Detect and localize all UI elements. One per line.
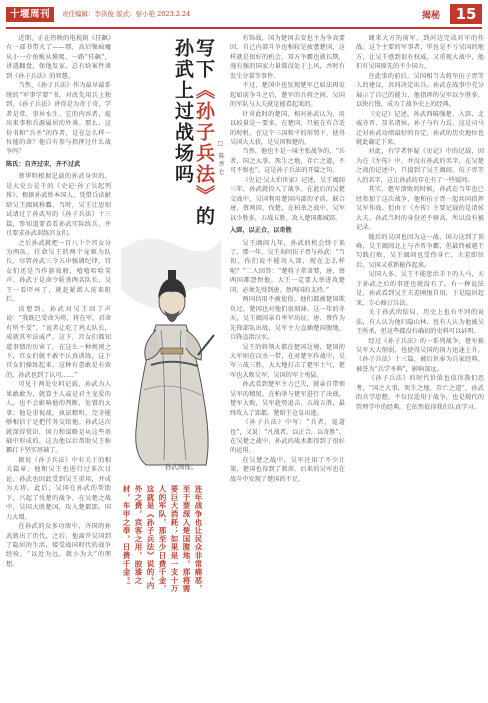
paragraph: 孙武看到楚军主力已失，就亲自带领吴军的精锐，在柏举与楚军进行了决战，楚军大败，吴军趁势追击，五战五胜，最终攻入了郢都。楚昭王仓皇出逃。 xyxy=(230,381,345,417)
paragraph: 之后孙武就把一百八十个宫女分为两队，任命吴王的两个宠姬为队长，尽管孙武三令五申强调纪律，宫女们还是当作游戏般，嘻嘻哈哈笑声。孙武于是命令斩杀两名队长，吴王一看吓坏了，就赶紧派人前来阻拦。 xyxy=(6,239,111,304)
pull-quote-text: 连年战争也让民众非常痛恶，至于要深入楚国腹地，那将需要巨大消耗；如果是一支十万人的军队，那至少日费千金，这就是《孙子兵法》说的“内外之费，宾客之用，胶漆之材，车甲之奉，日费千金”。 xyxy=(122,485,203,593)
paragraph: 两国信用不被使役，他们都被楚国欺负过，楚国也对他们很刻薄。这一年的冬天，吴王阖闾亲自率军出征，唐、蔡作为先锋部队出战，吴军主力直插楚国腹地，兵锋直指汉水。 xyxy=(230,296,345,342)
article-column-3 xyxy=(230,34,345,698)
paragraph: 有饰战，国为楚国去安也主为争真要因，自己内部斗争也相较是疲惫楚国，这样就是很好的机会。双方争霸也就长期，漫有强的国家力量都没处于上风，并时有发生分裂等事件。 xyxy=(230,35,345,80)
paragraph: 《孙子兵法》的时代价值也值得我们思考，“国之大事，死生之地，存亡之道”，孙武的兵学思想，不仅仅适用于战争，也是现代的管理学中的经典。它依然值得我们认真学习。 xyxy=(356,375,484,411)
sunwu-portrait xyxy=(116,230,226,470)
paragraph: 可见于两处史料记载，孙武为人果敢敢为，就算主人或是君主宠爱的人，也不会影响他的判断，处置的大事；他是重视战，执法精明，完全能够相信于是把任务交给他。孙武这次就深得赏识，国力和谋略是从这些基础中形成的，这为他以后帮助吴王称霸打下坚实基础了。 xyxy=(6,381,111,455)
paragraph: 蔡华明根据记载的孙武身世的，是大史公是千的《史记·孙子吴起列传》。根据孙武姓本国人，凭借兵法献给吴王阖闾称霸。当时，吴王让思则试请过了孙武写的《孙子兵法》十三篇，参知道要看看孙武实际练兵，并且要求孙武训练宫女们。 xyxy=(6,173,111,238)
image-caption: 孙武画像。 xyxy=(165,463,198,471)
paragraph: 其实，楚军溃败的时候，孙武在当年也已经参加了这次战争，他和伍子胥一起共同指挥吴军作战。但由于《左传》主要记载的是诸侯大夫，孙武当时的身份还不够高，所以没有被记录。 xyxy=(356,186,484,232)
paragraph: 吴王的将领大都在楚国边境，楚国的大军则在汉水一带，在对楚军作战中，吴军三战三胜，大大地打击了楚军士气，楚军也大败吴军，吴国的军士勇猛。 xyxy=(230,343,345,379)
paragraph: 不过，楚国中也发现楚军已如法再发起如前争斗之后，楚军的兵将之间，吴国的军队与大夫就是能看起来的。 xyxy=(230,82,345,109)
paragraph: 关于孙武的结局，历史上也有不同的说法，有人认为他归隐山林，也有人认为他被吴王所杀，但这些都没有确切的史料可以证明。 xyxy=(356,309,484,336)
paragraph: 在吴楚之战中，吴军还用了不少计策，楚国也得到了教训，后来的吴军也在战斗中发现了楚国的不足。 xyxy=(230,456,345,483)
article-column-4 xyxy=(356,34,484,698)
paragraph: 《史记·吴太伯世家》记述，吴王阖闾三年，孙武就投入了战争。在此后的吴楚交战中，吴国利用楚国内部的矛盾，联合唐、蔡两国，伐楚，在柏举之战中，吴军以少胜多，五战五胜，攻入楚国都城郢。 xyxy=(230,176,345,222)
article-column-1 xyxy=(6,34,111,698)
paragraph: 近期，正在热映的电视剧《狂飙》有一部书带火了——那，高启强疯魔从小一介鱼贩从摸爬，一路“狂飙”，讲透翻盘，保他发家，总有给案件谈到《孙子兵法》的智慧。 xyxy=(6,35,111,80)
paragraph: 调来大方的前军，到河边完成对军的作战。这个主要的军事者，毕也是不亏吴国的地方，让吴王感到很有权威，又重视大战中，他们有吴国原先的不少国力。 xyxy=(356,35,484,71)
title-prefix: 写下 xyxy=(193,38,215,80)
byline: □ 陈香仑 xyxy=(217,140,224,177)
title-book: 《孙子兵法》 xyxy=(193,80,215,206)
page-number: 15 xyxy=(450,4,482,24)
paragraph: 在孙武的众多功绩中，齐国的孙武就出了历代，之后，他离开吴国到了隐居的生活，接受战国时代的战争经验，“以近为远，就小为大”的理想。 xyxy=(6,523,111,568)
section-label: 揭秘 xyxy=(422,11,441,21)
article-title xyxy=(172,38,214,238)
paragraph: 随后的吴国也因为这一战，国力达到了顶峰，吴王阖闾北上与齐晋争霸，但最终被越王勾践打败，吴王阖闾也受伤身亡，夫差即位后，吴国又重新振作起来。 xyxy=(356,233,484,269)
page-header xyxy=(0,0,488,30)
editor-meta: 责任编辑：李洪俊 版式：察小艳 2023.2.24 xyxy=(62,10,191,18)
title-suffix: 的孙武上过战场吗 xyxy=(172,38,215,227)
paragraph: 吴王阖闾九年，孙武的机会终于来了，那一年，吴王询问伍子胥与孙武：“当初，你们说不能攻入郢，现在怎么样呢？”二人回答：“楚将子常贪婪，唐、蔡两国都怨恨他。大王一定要大举进攻楚国，必须先得到唐、蔡两国的支持。” xyxy=(230,239,345,294)
paragraph: 当然，他也不是一味主张战争的，“兵者，国之大事，死生之地，存亡之道，不可不察也”，这是孙子兵法的开篇之句。 xyxy=(230,148,345,175)
paragraph: 经过《孙子兵法》的一系列战争，楚军被吴军大大削弱，也使得吴国的国力迅速上升。《孙子兵法》十三篇，被后世奉为兵家经典，被誉为“兵学圣典”，影响深远。 xyxy=(356,337,484,373)
publication-brand: 十堰周刊 xyxy=(6,7,54,22)
paragraph: 当然，《孙子兵法》作为最早最系统的“军事学要”书，对改先用兵上独到，《孙子兵法》讲得是为奇于奇，学者是常，事异水生。它的内容者，提出来事和兵源属居的外谈。那么，这份书和“兵圣”的作者，是在怎么样一位能的命？他自有参与指挥过什么战争吗？ xyxy=(6,82,111,156)
paragraph: 《史记》记述，孙武西破强楚，入郢，北威齐晋，显名诸侯，孙子与有力焉。这是司马迁对孙武功绩最好的肯定，孙武的历史地位也就此确定下来。 xyxy=(356,110,484,146)
subheading: 陈氏：自齐过宋，齐不过武 xyxy=(6,160,81,168)
header-rule xyxy=(6,27,482,29)
subheading: 入郢，以正合，以奇胜 xyxy=(230,227,292,235)
paragraph: 《孙子兵法》中写：“兵者，诡道也”，又说：“凡战者，以正合，以奇胜”。在吴楚之战中，孙武的战术都得到了很好的运用。 xyxy=(230,419,345,455)
paragraph: 据说《孙子兵法》中有关于的相关篇章，他和吴王也进行过多次讨论。孙武也因此受到吴王重用，并成为大将。此后，吴国在孙武的帮助下，兴起了伐楚的战争，在吴楚之战中，吴国大胜楚国，攻入楚都郢，国力大增。 xyxy=(6,456,111,521)
paragraph: 对此，有学者怀疑《史记》中的记载，因为在《左传》中，并没有孙武的名字，在吴楚之战的记述中，只提到了吴王阖闾、伍子胥等人的名字，这让孙武的存在有了一些疑问。 xyxy=(356,148,484,184)
pull-quote xyxy=(120,485,203,595)
paragraph: 在此事的前后，吴国相当大将军伍子胥等人的建议，共同决定出兵。孙武在战事中充分展示了自己的能力，他指挥的吴军以少胜多，以快打慢，成为了战争史上的经典。 xyxy=(356,72,484,109)
paragraph: 没想到，孙武对吴王回了声说：“我既已受命为将，将在军，君命有所不受”。“说者让吃了鸡太队长，成就其军法威严。这下，宫女们都知道事情的厉害了。在这么一种规则之下，宫女们就不敢不认真训练，这下宫女们操练起来，这种有意敢是有效的，孙武也到了认可……” xyxy=(6,305,111,379)
paragraph: 针对此时的楚国，相对孙武认为，用以较量是一要多，在楚国，只能在有合适的时机，在这个三国和平的形势下，使得吴国大大获，是吴国和楚的。 xyxy=(230,110,345,146)
paragraph: 吴国人多，吴王不能惩治手下的人马，关于孙武之后的事迹也就没有了。有一种说法是，孙武看到吴王夫差刚愎自用，于是隐居起来，专心修订兵法。 xyxy=(356,271,484,307)
